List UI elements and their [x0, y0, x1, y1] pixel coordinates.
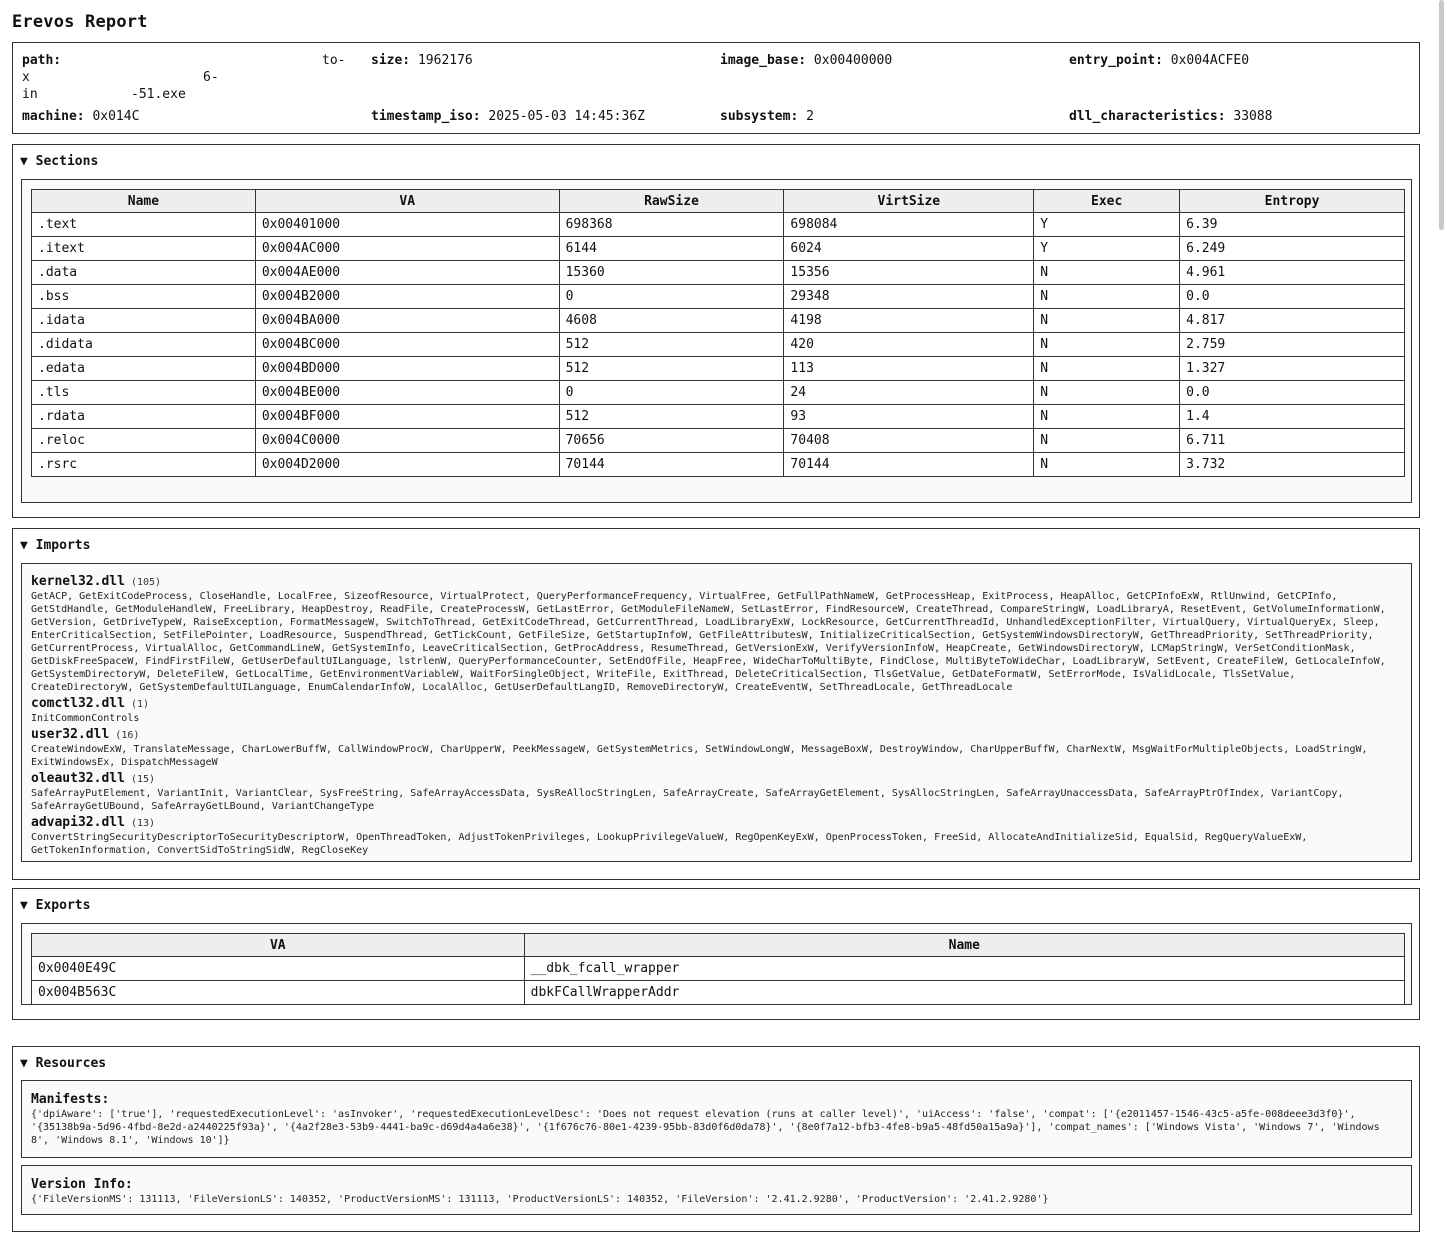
sections-cell-name: .rsrc [32, 453, 256, 477]
machine-field [22, 110, 139, 123]
sections-cell-entropy: 2.759 [1180, 333, 1405, 357]
sections-cell-exec: N [1034, 261, 1180, 285]
manifests-label: Manifests: [31, 1092, 110, 1107]
table-row [32, 237, 1405, 261]
sections-cell-exec: N [1034, 429, 1180, 453]
sections-col-name: Name [32, 190, 256, 213]
table-row [32, 261, 1405, 285]
exports-toggle[interactable]: ▼ Exports [20, 898, 91, 913]
manifests-text: {'dpiAware': ['true'], 'requestedExecutionLevel': 'asInvoker', 'requestedExecutionLevelDesc': 'Does not request elevation (runs at caller level)', 'uiAccess': 'false', 'compat': ['{e2011457-1546-43c5-a5fe-008deee3d3f0}', '{35138b9a-5d96-4fbd-8e2d-a2440225f93a}', '{4a2f28e3-53b9-4441-ba9c-d69d4a4a6e38}', '{1f676c76-80e1-4239-95bb-83d0f6d0da78}', '{8e0f7a12-bfb3-4fe8-b9a5-48fd50a15a9a}'], 'compat_names': ['Windows Vista', 'Windows 7', 'Windows 8', 'Windows 8.1', 'Windows 10']} [31, 1109, 1380, 1146]
list-item [31, 815, 1402, 857]
sections-cell-rawsize: 70144 [559, 453, 784, 477]
image-base-label: image_base: [720, 53, 807, 68]
sections-cell-virtsize: 420 [784, 333, 1034, 357]
table-row [32, 285, 1405, 309]
size-value: 1962176 [417, 53, 473, 68]
sections-cell-exec: Y [1034, 237, 1180, 261]
list-item [31, 771, 1402, 813]
sections-cell-rawsize: 512 [559, 357, 784, 381]
exports-panel [12, 888, 1420, 1020]
imports-panel [12, 528, 1420, 880]
sections-col-exec: Exec [1034, 190, 1180, 213]
sections-cell-name: .reloc [32, 429, 256, 453]
dll-header [31, 727, 1402, 742]
sections-cell-name: .tls [32, 381, 256, 405]
image-base-value: 0x00400000 [813, 53, 893, 68]
exports-cell-name: __dbk_fcall_wrapper [524, 957, 1404, 981]
sections-cell-name: .bss [32, 285, 256, 309]
sections-cell-virtsize: 698084 [784, 213, 1034, 237]
table-row [32, 357, 1405, 381]
path-value-part-a: to- [322, 53, 346, 68]
imports-list [21, 563, 1412, 862]
timestamp-value: 2025-05-03 14:45:36Z [488, 109, 645, 124]
sections-cell-rawsize: 4608 [559, 309, 784, 333]
exports-header-row [32, 934, 1405, 957]
exports-cell-name: dbkFCallWrapperAddr [524, 981, 1404, 1005]
dll-functions: ConvertStringSecurityDescriptorToSecurityDescriptorW, OpenThreadToken, AdjustTokenPrivileges, LookupPrivilegeValueW, RegOpenKeyExW, OpenProcessToken, FreeSid, AllocateAndInitializeSid, EqualSid, RegQueryValueExW, GetTokenInformation, ConvertSidToStringSidW, RegCloseKey [31, 832, 1308, 856]
path-label: path: [22, 53, 62, 68]
dll-functions: GetACP, GetExitCodeProcess, CloseHandle, LocalFree, SizeofResource, VirtualProtect, QueryPerformanceFrequency, VirtualFree, GetFullPathNameW, GetProcessHeap, ExitProcess, HeapAlloc, GetCPInfoExW, RtlUnwind, GetCPInfo, GetStdHandle, GetModuleHandleW, FreeLibrary, HeapDestroy, ReadFile, CreateProcessW, GetLastError, GetModuleFileNameW, SetLastError, FindResourceW, CreateThread, CompareStringW, LoadLibraryA, ResetEvent, GetVolumeInformationW, GetVersion, GetDriveTypeW, RaiseException, FormatMessageW, SwitchToThread, GetExitCodeThread, GetCurrentThread, LoadLibraryExW, LockResource, GetCurrentThreadId, UnhandledExceptionFilter, VirtualQuery, VirtualQueryEx, Sleep, EnterCriticalSection, SetFilePointer, LoadResource, SuspendThread, GetTickCount, GetFileSize, GetStartupInfoW, GetFileAttributesW, InitializeCriticalSection, GetSystemWindowsDirectoryW, GetThreadPriority, SetThreadPriority, GetCurrentProcess, VirtualAlloc, GetCommandLineW, GetSystemInfo, LeaveCriticalSection, GetProcAddress, ResumeThread, GetVersionExW, VerifyVersionInfoW, HeapCreate, GetWindowsDirectoryW, LCMapStringW, VerSetConditionMask, GetDiskFreeSpaceW, FindFirstFileW, GetUserDefaultUILanguage, lstrlenW, QueryPerformanceCounter, SetEndOfFile, HeapFree, WideCharToMultiByte, FindClose, MultiByteToWideChar, LoadLibraryW, SetEvent, CreateFileW, GetLocaleInfoW, GetSystemDirectoryW, DeleteFileW, GetLocalTime, GetEnvironmentVariableW, WaitForSingleObject, WriteFile, ExitThread, DeleteCriticalSection, TlsGetValue, GetDateFormatW, SetErrorMode, IsValidLocale, TlsSetValue, CreateDirectoryW, GetSystemDefaultUILanguage, EnumCalendarInfoW, LocalAlloc, GetUserDefaultLangID, RemoveDirectoryW, CreateEventW, SetThreadLocale, GetThreadLocale [31, 591, 1386, 693]
sections-cell-exec: N [1034, 453, 1180, 477]
list-item [31, 727, 1402, 769]
page-scrollbar[interactable] [1439, 0, 1444, 230]
sections-cell-entropy: 1.327 [1180, 357, 1405, 381]
sections-cell-name: .itext [32, 237, 256, 261]
path-field [22, 54, 61, 67]
dll-header [31, 815, 1402, 830]
sections-cell-va: 0x004D2000 [255, 453, 559, 477]
dll-characteristics-field [1069, 110, 1273, 123]
version-info-text: {'FileVersionMS': 131113, 'FileVersionLS': 140352, 'ProductVersionMS': 131113, 'ProductVersionLS': 140352, 'FileVersion': '2.41.2.9280', 'ProductVersion': '2.41.2.9280'} [31, 1194, 1049, 1205]
sections-cell-exec: N [1034, 333, 1180, 357]
timestamp-label: timestamp_iso: [371, 109, 481, 124]
exports-table-container [21, 923, 1412, 1005]
subsystem-field [720, 110, 814, 123]
sections-cell-exec: N [1034, 381, 1180, 405]
dll-header [31, 696, 1402, 711]
entry-point-value: 0x004ACFE0 [1170, 53, 1250, 68]
sections-table [31, 189, 1405, 477]
dll-characteristics-label: dll_characteristics: [1069, 109, 1226, 124]
subsystem-label: subsystem: [720, 109, 799, 124]
path-value-part-e: -51.exe [131, 87, 186, 102]
exports-col-name: Name [524, 934, 1404, 957]
sections-cell-rawsize: 70656 [559, 429, 784, 453]
sections-cell-rawsize: 0 [559, 285, 784, 309]
sections-cell-va: 0x004BA000 [255, 309, 559, 333]
sections-cell-virtsize: 24 [784, 381, 1034, 405]
sections-cell-va: 0x004BE000 [255, 381, 559, 405]
sections-cell-virtsize: 4198 [784, 309, 1034, 333]
version-info-box [21, 1165, 1412, 1215]
sections-cell-va: 0x004AC000 [255, 237, 559, 261]
resources-toggle[interactable]: ▼ Resources [20, 1056, 107, 1071]
table-row [32, 957, 1405, 981]
dll-count: (1) [124, 699, 150, 710]
path-value-part-b: x [22, 70, 30, 85]
machine-label: machine: [22, 109, 85, 124]
sections-cell-name: .rdata [32, 405, 256, 429]
sections-cell-entropy: 0.0 [1180, 285, 1405, 309]
resources-panel [12, 1046, 1420, 1232]
image-base-field [720, 54, 892, 67]
page-title: Erevos Report [12, 12, 148, 32]
sections-cell-entropy: 3.732 [1180, 453, 1405, 477]
table-row [32, 405, 1405, 429]
sections-cell-rawsize: 512 [559, 405, 784, 429]
sections-col-virtsize: VirtSize [784, 190, 1034, 213]
sections-cell-va: 0x004BF000 [255, 405, 559, 429]
sections-cell-entropy: 1.4 [1180, 405, 1405, 429]
sections-cell-va: 0x004BD000 [255, 357, 559, 381]
sections-cell-rawsize: 6144 [559, 237, 784, 261]
sections-header-row [32, 190, 1405, 213]
subsystem-value: 2 [806, 109, 814, 124]
dll-functions: InitCommonControls [31, 713, 140, 724]
sections-cell-rawsize: 698368 [559, 213, 784, 237]
dll-functions: CreateWindowExW, TranslateMessage, CharLowerBuffW, CallWindowProcW, CharUpperW, PeekMessageW, GetSystemMetrics, SetWindowLongW, MessageBoxW, DestroyWindow, CharUpperBuffW, CharNextW, MsgWaitForMultipleObjects, LoadStringW, ExitWindowsEx, DispatchMessageW [31, 744, 1368, 768]
manifests-box [21, 1080, 1412, 1158]
sections-cell-entropy: 6.249 [1180, 237, 1405, 261]
sections-cell-exec: Y [1034, 213, 1180, 237]
dll-count: (13) [124, 818, 156, 829]
dll-header [31, 574, 1402, 589]
sections-col-rawsize: RawSize [559, 190, 784, 213]
sections-cell-name: .didata [32, 333, 256, 357]
sections-cell-name: .edata [32, 357, 256, 381]
file-info-panel [12, 42, 1420, 134]
sections-cell-entropy: 4.961 [1180, 261, 1405, 285]
sections-cell-va: 0x004AE000 [255, 261, 559, 285]
table-row [32, 429, 1405, 453]
dll-characteristics-value: 33088 [1233, 109, 1273, 124]
sections-cell-virtsize: 113 [784, 357, 1034, 381]
sections-cell-name: .idata [32, 309, 256, 333]
table-row [32, 381, 1405, 405]
sections-cell-exec: N [1034, 405, 1180, 429]
sections-cell-virtsize: 93 [784, 405, 1034, 429]
path-value-part-d: in [22, 87, 38, 102]
exports-col-va: VA [32, 934, 525, 957]
dll-name: user32.dll [31, 727, 110, 742]
dll-functions: SafeArrayPutElement, VariantInit, VariantClear, SysFreeString, SafeArrayAccessData, SysReAllocStringLen, SafeArrayCreate, SafeArrayGetElement, SysAllocStringLen, SafeArrayUnaccessData, SafeArrayPtrOfIndex, VariantCopy, SafeArrayGetUBound, SafeArrayGetLBound, VariantChangeType [31, 788, 1344, 812]
sections-cell-virtsize: 29348 [784, 285, 1034, 309]
sections-cell-va: 0x00401000 [255, 213, 559, 237]
sections-cell-entropy: 6.39 [1180, 213, 1405, 237]
dll-count: (105) [124, 577, 162, 588]
sections-cell-va: 0x004BC000 [255, 333, 559, 357]
entry-point-label: entry_point: [1069, 53, 1163, 68]
sections-cell-rawsize: 15360 [559, 261, 784, 285]
sections-cell-exec: N [1034, 357, 1180, 381]
sections-cell-virtsize: 70408 [784, 429, 1034, 453]
sections-cell-va: 0x004B2000 [255, 285, 559, 309]
dll-name: advapi32.dll [31, 815, 125, 830]
sections-cell-entropy: 6.711 [1180, 429, 1405, 453]
sections-panel [12, 144, 1420, 518]
table-row [32, 333, 1405, 357]
table-row [32, 453, 1405, 477]
sections-toggle[interactable]: ▼ Sections [20, 154, 99, 169]
machine-value: 0x014C [92, 109, 140, 124]
table-row [32, 309, 1405, 333]
exports-cell-va: 0x004B563C [32, 981, 525, 1005]
sections-col-entropy: Entropy [1180, 190, 1405, 213]
sections-cell-name: .text [32, 213, 256, 237]
entry-point-field [1069, 54, 1249, 67]
sections-cell-exec: N [1034, 285, 1180, 309]
sections-table-container [21, 179, 1412, 503]
table-row [32, 213, 1405, 237]
dll-count: (16) [109, 730, 140, 741]
size-label: size: [371, 53, 411, 68]
dll-header [31, 771, 1402, 786]
version-info-label: Version Info: [31, 1177, 133, 1192]
sections-cell-entropy: 0.0 [1180, 381, 1405, 405]
sections-col-va: VA [255, 190, 559, 213]
sections-cell-exec: N [1034, 309, 1180, 333]
list-item [31, 696, 1402, 725]
sections-cell-entropy: 4.817 [1180, 309, 1405, 333]
sections-cell-virtsize: 6024 [784, 237, 1034, 261]
dll-name: comctl32.dll [31, 696, 125, 711]
sections-cell-va: 0x004C0000 [255, 429, 559, 453]
sections-cell-name: .data [32, 261, 256, 285]
path-value-part-c: 6- [203, 70, 219, 85]
sections-cell-virtsize: 70144 [784, 453, 1034, 477]
sections-cell-rawsize: 512 [559, 333, 784, 357]
sections-cell-rawsize: 0 [559, 381, 784, 405]
timestamp-field [371, 110, 645, 123]
dll-name: oleaut32.dll [31, 771, 125, 786]
sections-cell-virtsize: 15356 [784, 261, 1034, 285]
imports-toggle[interactable]: ▼ Imports [20, 538, 91, 553]
table-row [32, 981, 1405, 1005]
size-field [371, 54, 473, 67]
exports-cell-va: 0x0040E49C [32, 957, 525, 981]
dll-name: kernel32.dll [31, 574, 125, 589]
exports-table [31, 933, 1405, 1005]
dll-count: (15) [124, 774, 156, 785]
list-item [31, 574, 1402, 694]
